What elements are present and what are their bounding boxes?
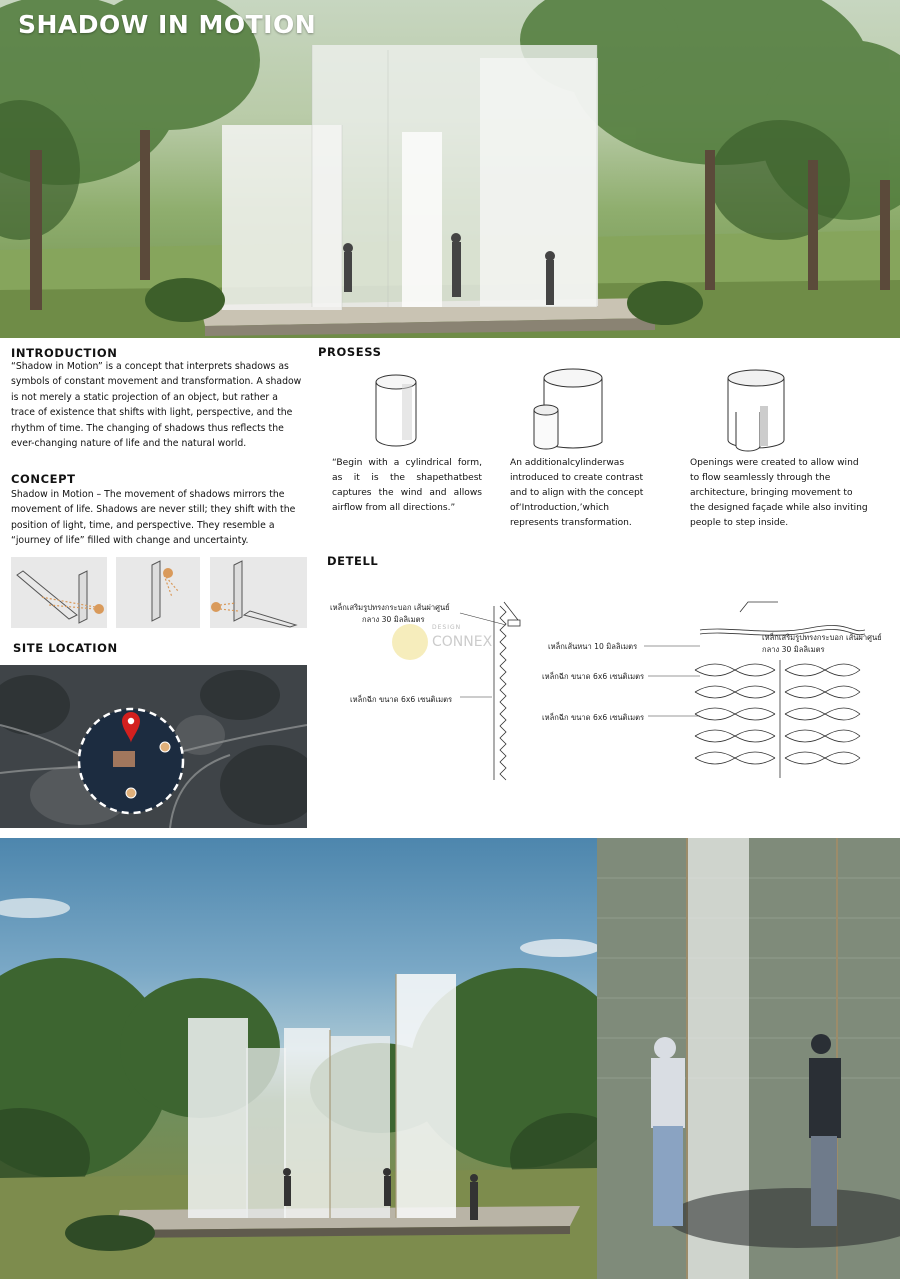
concept-diagram-1	[11, 557, 107, 628]
concept-diagram-2	[116, 557, 200, 628]
detail-label-1b: กลาง 30 มิลลิเมตร	[362, 615, 425, 624]
detail-label-5: เหล็กฉีก ขนาด 6x6 เซนติเมตร	[542, 672, 645, 681]
double-cylinder-form-icon	[530, 364, 610, 454]
open-cylinder-form-icon	[722, 366, 792, 456]
cylinder-form-icon	[370, 372, 422, 452]
exterior-render	[0, 838, 597, 1279]
hero-illustration	[0, 0, 900, 338]
site-map	[0, 665, 307, 828]
hero-render	[0, 0, 900, 338]
detail-leaders-right	[640, 640, 720, 720]
shadow-diagram-icon	[210, 557, 307, 628]
detail-label-4b: กลาง 30 มิลลิเมตร	[762, 645, 825, 654]
shadow-diagram-icon	[11, 557, 107, 628]
closeup-render	[597, 838, 900, 1279]
concept-text: Shadow in Motion – The movement of shadows mirrors the movement of life. Shadows are never still; they shift with the position of light, time, and perspective. They resemble a “journey of life” filled with change and uncertainty.	[11, 489, 296, 547]
concept-heading: CONCEPT	[11, 472, 76, 486]
page-title: SHADOW IN MOTION	[18, 10, 317, 39]
detail-label-4a: เหล็กเสริมรูปทรงกระบอก เส้นผ่าศูนย์	[762, 633, 882, 642]
watermark-logo-icon	[392, 624, 428, 660]
closeup-illustration	[597, 838, 900, 1279]
detail-label-6: เหล็กฉีก ขนาด 6x6 เซนติเมตร	[542, 713, 645, 722]
detail-label-1a: เหล็กเสริมรูปทรงกระบอก เส้นผ่าศูนย์	[330, 603, 450, 612]
detail-label-2: เหล็กฉีก ขนาด 6x6 เซนติเมตร	[350, 695, 453, 704]
process-heading: PROSESS	[318, 345, 382, 359]
site-map-illustration	[0, 665, 307, 828]
detail-heading: DETELL	[327, 554, 379, 568]
introduction-text: “Shadow in Motion” is a concept that interprets shadows as symbols of constant movement and transformation. A shadow is not merely a static projection of an object, but rather a trace of existence that shifts with light, perspective, and the rhythm of time. The changing of shadows thus reflects the ever-changing nature of life and the natural world.	[11, 361, 302, 450]
concept-diagram-3	[210, 557, 307, 628]
shadow-diagram-icon	[116, 557, 200, 628]
process-step-2-caption: An additionalcylinderwas introduced to create contrast and to align with the concept of‘Introduction,’which represents transformation.	[510, 458, 644, 528]
process-step-1-caption: “Begin with a cylindrical form, as it is the shapethatbest captures the wind and allows airflow from all directions.”	[332, 458, 482, 513]
exterior-illustration	[0, 838, 597, 1279]
site-location-heading: SITE LOCATION	[13, 641, 118, 655]
watermark-top: DESIGN	[432, 624, 462, 631]
watermark-bottom: CONNEX	[432, 634, 493, 650]
introduction-heading: INTRODUCTION	[11, 346, 118, 360]
process-step-3-caption: Openings were created to allow wind to flow seamlessly through the architecture, bringing movement to the designed façade while also inviting people to step inside.	[690, 458, 868, 528]
detail-label-3: เหล็กเส้นหนา 10 มิลลิเมตร	[548, 642, 638, 651]
